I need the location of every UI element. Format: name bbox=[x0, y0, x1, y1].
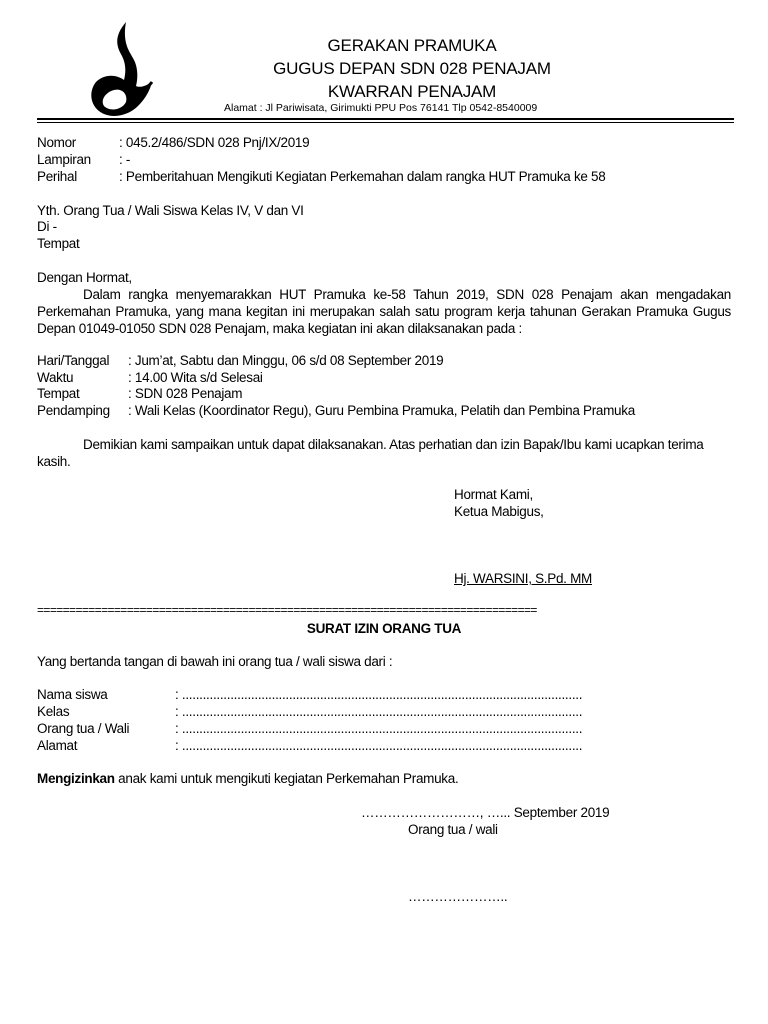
field-label-student: Nama siswa bbox=[37, 687, 108, 702]
header-rule-thin bbox=[37, 122, 734, 123]
org-name-line1: GERAKAN PRAMUKA bbox=[327, 36, 497, 55]
meta-label-nomor: Nomor bbox=[37, 135, 77, 150]
org-name-line2: GUGUS DEPAN SDN 028 PENAJAM bbox=[273, 59, 551, 78]
org-address: Alamat : Jl Pariwisata, Girimukti PPU Pos 76141 Tlp 0542-8540009 bbox=[224, 102, 538, 114]
meta-label-lampiran: Lampiran bbox=[37, 152, 91, 167]
field-value-address: : .................................................................................................................... bbox=[175, 738, 583, 753]
permit-signature-dots: ………………….. bbox=[408, 889, 508, 904]
field-value-student: : .................................................................................................................... bbox=[175, 687, 583, 702]
permit-statement bbox=[37, 771, 458, 786]
permit-signer: Orang tua / wali bbox=[408, 822, 498, 837]
recipient-line2: Di - bbox=[37, 219, 57, 234]
permit-statement-rest: anak kami untuk mengikuti kegiatan Perkemahan Pramuka. bbox=[114, 771, 459, 786]
header-rule-thick bbox=[37, 118, 734, 120]
signature-position: Ketua Mabigus, bbox=[454, 504, 544, 519]
meta-value-lampiran: : - bbox=[119, 152, 131, 167]
detail-value-date: : Jum’at, Sabtu dan Minggu, 06 s/d 08 September 2019 bbox=[128, 353, 444, 368]
recipient-line3: Tempat bbox=[37, 236, 80, 251]
body-paragraph: Dalam rangka menyemarakkan HUT Pramuka ke-58 Tahun 2019, SDN 028 Penajam akan mengadakan Perkemahan Pramuka, yang mana kegitan ini merupakan salah satu program kerja tahunan Gerakan Pramuka Gugus Depan 01049-01050 SDN 028 Penajam, maka kegiatan ini akan dilaksanakan pada : bbox=[37, 287, 731, 336]
tunas-kelapa-icon bbox=[86, 22, 156, 120]
detail-label-time: Waktu bbox=[37, 370, 74, 385]
detail-value-place: : SDN 028 Penajam bbox=[128, 386, 243, 401]
meta-value-perihal: : Pemberitahuan Mengikuti Kegiatan Perkemahan dalam rangka HUT Pramuka ke 58 bbox=[119, 169, 606, 184]
permit-intro: Yang bertanda tangan di bawah ini orang tua / wali siswa dari : bbox=[37, 654, 393, 669]
greeting: Dengan Hormat, bbox=[37, 270, 132, 285]
detail-value-companion: : Wali Kelas (Koordinator Regu), Guru Pembina Pramuka, Pelatih dan Pembina Pramuka bbox=[128, 403, 635, 418]
signature-regards: Hormat Kami, bbox=[454, 487, 533, 502]
field-label-address: Alamat bbox=[37, 738, 78, 753]
detail-value-time: : 14.00 Wita s/d Selesai bbox=[128, 370, 263, 385]
separator-line: ============================================================================== bbox=[37, 603, 537, 617]
detail-label-companion: Pendamping bbox=[37, 403, 110, 418]
field-label-class: Kelas bbox=[37, 704, 70, 719]
field-value-parent: : .................................................................................................................... bbox=[175, 721, 583, 736]
signature-name: Hj. WARSINI, S.Pd. MM bbox=[454, 571, 592, 586]
meta-label-perihal: Perihal bbox=[37, 169, 77, 184]
field-label-parent: Orang tua / Wali bbox=[37, 721, 130, 736]
detail-label-date: Hari/Tanggal bbox=[37, 353, 110, 368]
recipient-line1: Yth. Orang Tua / Wali Siswa Kelas IV, V dan VI bbox=[37, 203, 304, 218]
detail-label-place: Tempat bbox=[37, 386, 80, 401]
permit-title: SURAT IZIN ORANG TUA bbox=[306, 621, 462, 636]
closing-paragraph: Demikian kami sampaikan untuk dapat dilaksanakan. Atas perhatian dan izin Bapak/Ibu kami ucapkan terima kasih. bbox=[37, 437, 704, 469]
field-value-class: : .................................................................................................................... bbox=[175, 704, 583, 719]
org-name-line3: KWARRAN PENAJAM bbox=[327, 82, 497, 101]
meta-value-nomor: : 045.2/486/SDN 028 Pnj/IX/2019 bbox=[119, 135, 310, 150]
permit-date-line: ………………………, …... September 2019 bbox=[361, 805, 610, 820]
permit-statement-bold: Mengizinkan bbox=[37, 771, 115, 786]
